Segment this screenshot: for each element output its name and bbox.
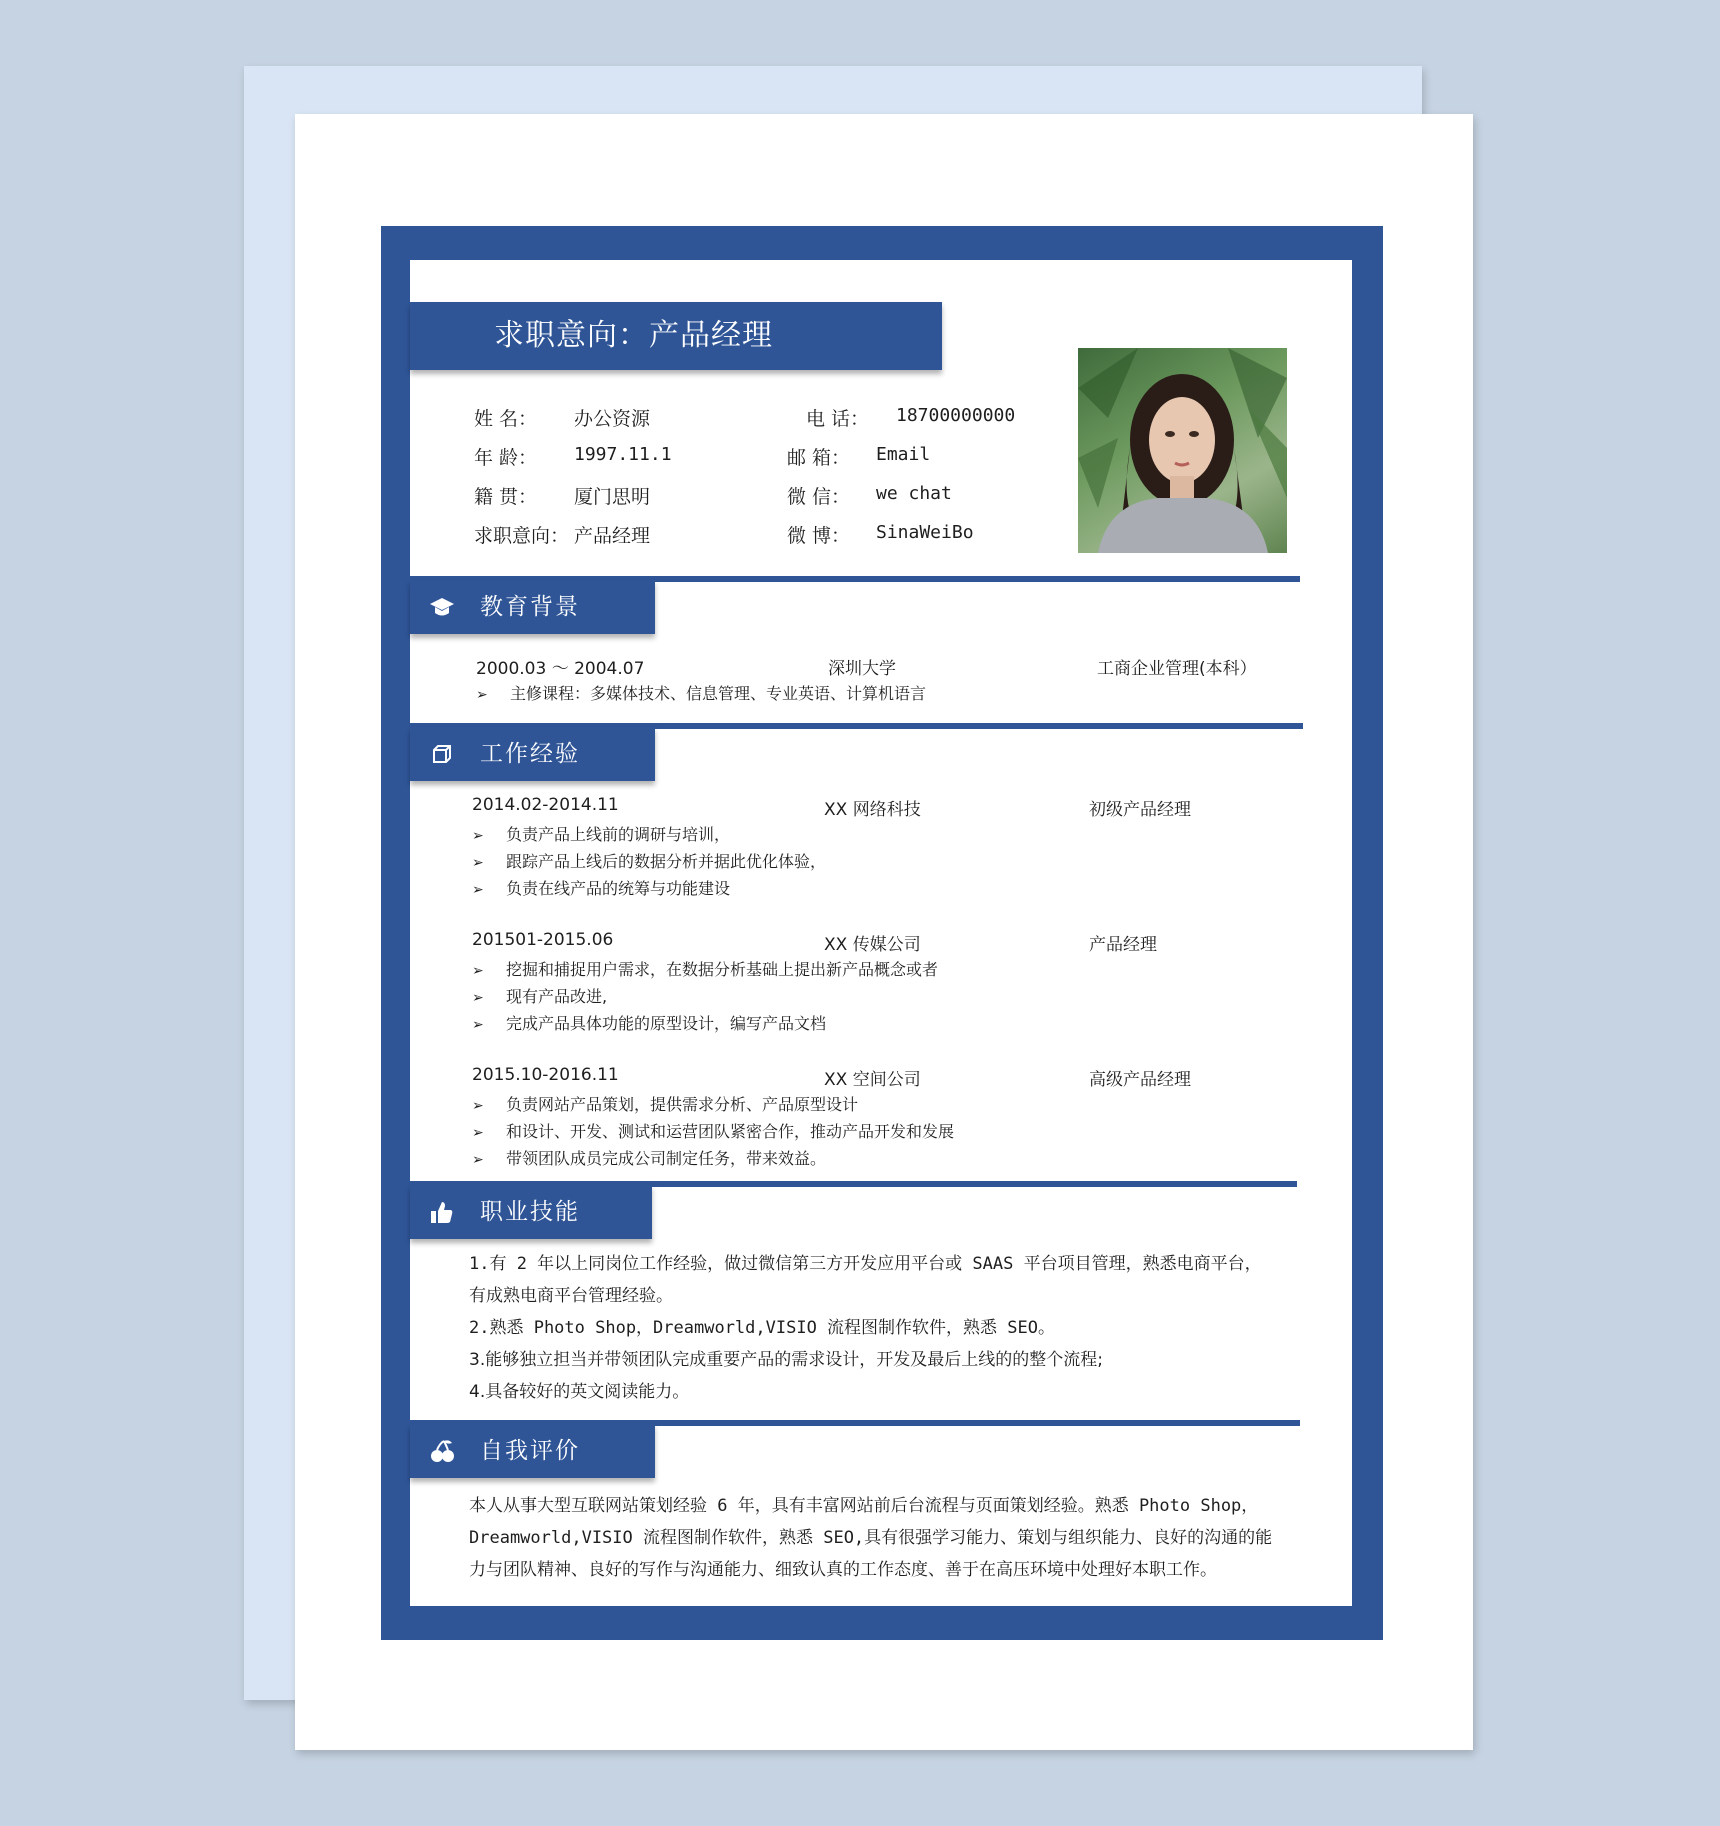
info-value-phone: 18700000000 xyxy=(896,405,1016,426)
job-3-period: 2015.10-2016.11 xyxy=(472,1065,619,1085)
info-label-hometown: 籍 贯： xyxy=(474,486,538,508)
thumbs-up-icon xyxy=(428,1198,456,1226)
skills-heading-tab xyxy=(410,1185,652,1239)
info-label-phone: 电 话： xyxy=(806,408,870,430)
job-3-duty: ➢ 带领团队成员完成公司制定任务，带来效益。 xyxy=(472,1149,827,1168)
education-period: 2000.03 ～ 2004.07 xyxy=(476,659,645,679)
job-3-duty: ➢ 负责网站产品策划，提供需求分析、产品原型设计 xyxy=(472,1095,859,1114)
bullet-arrow-icon: ➢ xyxy=(476,687,488,703)
info-label-weibo: 微 博： xyxy=(787,525,851,547)
job-3-title: 高级产品经理 xyxy=(1089,1070,1191,1090)
skills-line: 有成熟电商平台管理经验。 xyxy=(469,1286,673,1306)
cherries-icon xyxy=(428,1437,456,1465)
self-eval-heading: 自我评价 xyxy=(480,1438,580,1464)
bullet-arrow-icon: ➢ xyxy=(472,1152,484,1168)
cube-icon xyxy=(428,740,456,768)
education-courses: ➢ 主修课程：多媒体技术、信息管理、专业英语、计算机语言 xyxy=(476,684,927,703)
info-value-weibo: SinaWeiBo xyxy=(876,522,974,543)
job-1-title: 初级产品经理 xyxy=(1089,800,1191,820)
skills-line: 1.有 2 年以上同岗位工作经验，做过微信第三方开发应用平台或 SAAS 平台项目管理，熟悉电商平台， xyxy=(469,1254,1262,1274)
bullet-arrow-icon: ➢ xyxy=(472,963,484,979)
job-2-period: 201501-2015.06 xyxy=(472,930,614,950)
bullet-arrow-icon: ➢ xyxy=(472,1098,484,1114)
job-1-duty: ➢ 跟踪产品上线后的数据分析并据此优化体验， xyxy=(472,852,827,871)
info-label-intention: 求职意向： xyxy=(474,525,570,547)
self-eval-line: Dreamworld,VISIO 流程图制作软件，熟悉 SEO,具有很强学习能力、策划与组织能力、良好的沟通的能 xyxy=(469,1528,1273,1548)
info-value-email: Email xyxy=(876,444,931,465)
skills-line: 4.具备较好的英文阅读能力。 xyxy=(469,1382,690,1402)
portrait-illustration xyxy=(1078,348,1287,553)
self-eval-line: 力与团队精神、良好的写作与沟通能力、细致认真的工作态度、善于在高压环境中处理好本职工作。 xyxy=(469,1560,1217,1580)
education-heading: 教育背景 xyxy=(480,594,580,620)
self-eval-heading-tab xyxy=(410,1424,655,1478)
job-2-title: 产品经理 xyxy=(1089,935,1157,955)
education-heading-tab xyxy=(410,580,655,634)
job-1-company: XX 网络科技 xyxy=(824,800,921,820)
skills-line: 2.熟悉 Photo Shop，Dreamworld,VISIO 流程图制作软件，熟悉 SEO。 xyxy=(469,1318,1055,1338)
bullet-arrow-icon: ➢ xyxy=(472,828,484,844)
job-2-duty: ➢ 现有产品改进, xyxy=(472,987,608,1006)
bullet-arrow-icon: ➢ xyxy=(472,882,484,898)
job-2-duty: ➢ 挖掘和捕捉用户需求，在数据分析基础上提出新产品概念或者 xyxy=(472,960,939,979)
info-label-wechat: 微 信： xyxy=(787,486,851,508)
info-label-email: 邮 箱： xyxy=(787,447,851,469)
profile-photo xyxy=(1078,348,1287,553)
info-label-age: 年 龄： xyxy=(474,447,538,469)
info-value-age: 1997.11.1 xyxy=(574,444,672,465)
job-1-duty: ➢ 负责在线产品的统筹与功能建设 xyxy=(472,879,731,898)
work-heading: 工作经验 xyxy=(480,741,580,767)
job-1-duty: ➢ 负责产品上线前的调研与培训， xyxy=(472,825,731,844)
info-value-wechat: we chat xyxy=(876,483,952,504)
bullet-arrow-icon: ➢ xyxy=(472,1017,484,1033)
bullet-arrow-icon: ➢ xyxy=(472,1125,484,1141)
work-heading-tab xyxy=(410,727,655,781)
info-value-name: 办公资源 xyxy=(574,408,651,430)
job-3-company: XX 空间公司 xyxy=(824,1070,921,1090)
job-3-duty: ➢ 和设计、开发、测试和运营团队紧密合作，推动产品开发和发展 xyxy=(472,1122,955,1141)
job-2-company: XX 传媒公司 xyxy=(824,935,921,955)
job-intention-banner: 求职意向：产品经理 xyxy=(410,302,942,370)
education-school: 深圳大学 xyxy=(828,659,896,679)
bullet-arrow-icon: ➢ xyxy=(472,855,484,871)
info-value-hometown: 厦门思明 xyxy=(574,486,651,508)
job-2-duty: ➢ 完成产品具体功能的原型设计，编写产品文档 xyxy=(472,1014,827,1033)
skills-heading: 职业技能 xyxy=(480,1199,580,1225)
job-1-period: 2014.02-2014.11 xyxy=(472,795,619,815)
bullet-arrow-icon: ➢ xyxy=(472,990,484,1006)
self-eval-line: 本人从事大型互联网站策划经验 6 年，具有丰富网站前后台流程与页面策划经验。熟悉 Photo Shop， xyxy=(469,1496,1259,1516)
info-value-intention: 产品经理 xyxy=(574,525,651,547)
skills-line: 3.能够独立担当并带领团队完成重要产品的需求设计，开发及最后上线的的整个流程; xyxy=(469,1350,1103,1370)
education-major: 工商企业管理(本科） xyxy=(1097,659,1257,679)
graduation-cap-icon xyxy=(428,593,456,621)
info-label-name: 姓 名： xyxy=(474,408,538,430)
